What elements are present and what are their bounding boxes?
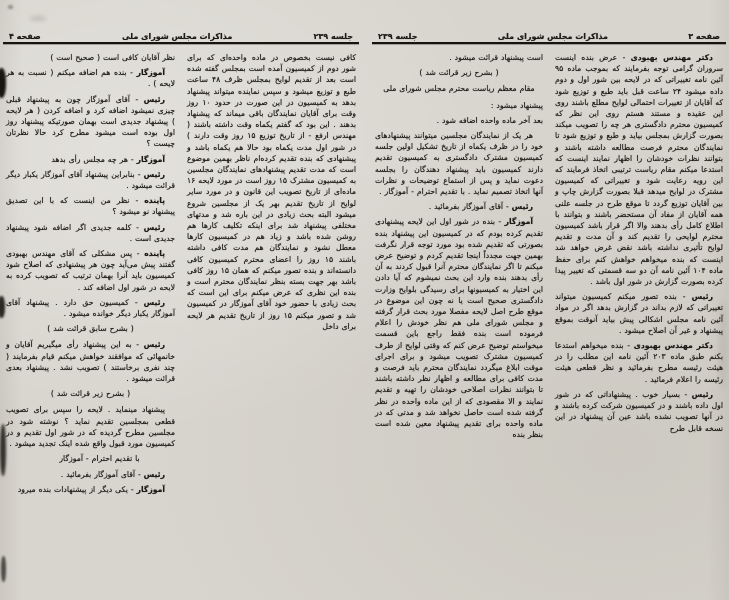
paragraph: رئیس - آقای آموزگار چون به پیشنهاد قبلی چیزی نمیشود اضافه کرد و اضافه کردن ( هر لایحه ) پیشنهاد جدیدی است بهمان صورتیکه پیشنهاد روز اول بوده است میشود مطرح کرد حالا نظرتان چیست ؟ bbox=[6, 94, 175, 149]
centered-stage-direction: مقام معظم ریاست محترم مجلس شورای ملی bbox=[383, 84, 535, 94]
paragraph: رئیس - آقای آموزگار بفرمائید . bbox=[60, 469, 165, 479]
speaker-name: آموزگار bbox=[136, 68, 165, 78]
session-number: جلسه ۲۳۹ bbox=[313, 32, 353, 41]
paragraph: پاینده - نظر من اینست که با این تصدیق پیشنهاد نو میشود ؟ bbox=[6, 196, 175, 217]
paragraph: رئیس - بسیار خوب . پیشنهاداتی که در شور اول داده باشند و در کمیسیون شرکت کرده باشند و در آنها تصویب نشده باشد عین آن پیشنهاد در این نسخه قابل طرح bbox=[555, 389, 723, 433]
centered-stage-direction: ( بشرح زیر قرائت شد ) bbox=[419, 68, 499, 78]
speaker-name: رئیس bbox=[143, 222, 165, 232]
paragraph: نظر آقایان کافی است ( صحیح است ) bbox=[50, 53, 175, 62]
speaker-name: آموزگار bbox=[136, 484, 165, 494]
paragraph: رئیس - کلمه جدیدی اگر اضافه شود پیشنهاد جدیدی است . bbox=[6, 222, 175, 243]
speaker-name: رئیس bbox=[511, 202, 533, 212]
text-column bbox=[6, 52, 175, 590]
paragraph: رئیس - بنابراین پیشنهاد آقای آموزگار یکبار دیگر قرائت میشود . bbox=[6, 169, 175, 191]
speaker-name: دکتر مهندس بهبودی bbox=[633, 341, 714, 351]
paragraph: دکتر مهندس بهبودی - عرض بنده اینست سروران گرامی توجه بفرمایند که بموجب ماده ۹۵ آئین نامه تغییراتی که در لایحه بین شور اول و دوم داده میشود ۲۴ ساعت قبل باید طبع و توزیع شود که آقایان از تغییرات احتمالی لوایح مطلع باشند روی این عقیده و مستند هستم روی این نظر که کمیسیون محترم دادگستری هر چه را تصویب میکند بصورت گزارش بمجلس بیاید و طبع و توزیع شود تا نمایندگان محترم فرصت مطالعه داشته باشند و بتوانند نظرات خودشان را اظهار نمایند اینست که استدعا میکنم مقام ریاست ترتیبی اتخاذ فرمایند که این رویه رعایت شود و تغییراتی که کمیسیون مشترک در لوایح میدهد قبلا بصورت گزارش چاپ و بین آقایان توزیع گردد تا موقع طرح در جلسه علنی همه آقایان از مفاد آن مستحضر باشند و بتوانند با اطلاع کامل رأی بدهند والا اگر قرار باشد کمیسیون محترم لوایحی را تقدیم کند و آن مدت و تقدیم لوایح تأثیری نداشته باشد نقض غرض خواهد شد اینست که بنده میخواهم خواهش کنم برای حفظ ماده ۱۰۴ آئین نامه آن دو سه قسمتی که تغییر پیدا کرده بصورت گزارش در شور اول باشد . bbox=[555, 53, 723, 287]
speaker-name: پاینده bbox=[144, 196, 165, 206]
centered-stage-direction: ( بشرح زیر قرائت شد ) bbox=[50, 389, 131, 399]
speaker-name: آموزگار bbox=[504, 217, 533, 227]
paragraph: رئیس - به این پیشنهاد رأی میگیریم آقایان و خانمهائی که موافقند خواهش میکنم قیام بفرمایند ( چند نفری برخاستند ) تصویب نشد . پیشنهاد بعدی قرائت میشود . bbox=[6, 340, 175, 384]
header-rule bbox=[3, 42, 359, 44]
scan-artifact bbox=[8, 5, 13, 9]
speaker-name: رئیس bbox=[143, 340, 165, 350]
page-number: صفحه ۳ bbox=[688, 32, 720, 41]
page-title: مذاکرات مجلس شورای ملی bbox=[122, 32, 233, 41]
speaker-name: دکتر مهندس بهبودی bbox=[630, 53, 713, 62]
text-column bbox=[187, 52, 356, 590]
text-columns bbox=[372, 52, 726, 590]
page-title: مذاکرات مجلس شورای ملی bbox=[497, 32, 608, 41]
paragraph: آموزگار - بنده هم اضافه میکنم ( نسبت به هر لایحه ) . bbox=[6, 68, 175, 89]
session-number: جلسه ۲۳۹ bbox=[378, 32, 418, 41]
paragraph: پیشنهاد مینماید . لایحه را سپس برای تصویب قطعی بمجلسین تقدیم نماید ؟ نوشته شود در مجلسین مطرح گردیده که در شور اول تقدیم و در کمیسیون مورد قبول واقع شده اینک تجدید میشود . bbox=[6, 405, 175, 449]
speaker-name: رئیس bbox=[143, 169, 165, 179]
signature-line: با تقدیم احترام - آموزگار bbox=[59, 454, 140, 464]
speaker-name: رئیس bbox=[143, 297, 165, 307]
paragraph: هر یک از نمایندگان مجلسین میتوانند پیشنهادهای خود را در ظرف یکماه از تاریخ تشکیل اولین جلسه کمیسیون مشترک دادگستری به کمیسیون تقدیم دارند کمیسیون باید پیشنهاد دهندگان را بجلسه دعوت نماید و پس از استماع توضیحات و نظرات آنها اتخاذ تصمیم نماید . با تقدیم احترام - آموزگار . bbox=[375, 131, 543, 197]
page-header bbox=[372, 26, 726, 41]
paragraph: پیشنهاد میشود : bbox=[490, 100, 543, 110]
centered-stage-direction: ( بشرح سابق قرائت شد ) bbox=[47, 324, 134, 334]
header-rule bbox=[372, 42, 726, 44]
paragraph: رئیس - بنده تصور میکنم کمیسیون میتواند تغییراتی که لازم بداند در گزارش بدهد اگر در مواد آئین نامه مجلس اشکالی پیش بیاید آنوقت بموقع پیشنهاد و غیر آن اصلاح میشود . bbox=[555, 292, 723, 335]
paragraph: پاینده - پس مشکلی که آقای مهندس بهبودی گفتند پیش می‌آید چون هر پیشنهادی که اصلاح شود کمیسیون باید آنرا بهمان ترتیب که تصویب کرده به لایحه در شور اول اضافه کند . bbox=[6, 249, 175, 292]
scan-artifact bbox=[30, 16, 46, 21]
speaker-name: رئیس bbox=[691, 292, 713, 302]
paragraph: دکتر مهندس بهبودی - بنده میخواهم استدعا بکنم طبق ماده ۲۰۳ آئین نامه این مطلب را در هیئت رئیسه مطرح بفرمائید و نظر قطعی هیئت رئیسه را اعلام فرمائید . bbox=[555, 341, 723, 384]
speaker-name: آموزگار bbox=[136, 154, 165, 164]
speaker-name: رئیس bbox=[143, 469, 165, 479]
page-left bbox=[3, 26, 359, 590]
page-header bbox=[3, 26, 359, 41]
page-number: صفحه ۴ bbox=[9, 32, 41, 41]
page-right bbox=[372, 26, 726, 590]
paragraph: بعد آخر ماده واحده اضافه شود . bbox=[436, 115, 543, 125]
paragraph: رئیس - کمیسیون حق دارد . پیشنهاد آقای آموزگار یکبار دیگر خوانده میشود . bbox=[6, 297, 175, 319]
text-columns bbox=[3, 52, 359, 590]
speaker-name: رئیس bbox=[691, 389, 713, 399]
paragraph: آموزگار - هر چه مجلس رأی بدهد bbox=[51, 154, 165, 164]
text-column bbox=[555, 52, 723, 590]
speaker-name: رئیس bbox=[143, 94, 165, 104]
paragraph: رئیس - آقای آموزگار بفرمائید . bbox=[428, 202, 533, 212]
paragraph: کافی نیست بخصوص در ماده واحده‌ای که برای شور دوم از کمیسیون آمده است بمجلس گفته شده است بعد از تقدیم لوایح بمجلس ظرف ۴۸ ساعت طبع و توزیع میشود و سپس نماینده میتواند پیشنهاد بدهد به کمیسیون در این صورت در حدود ۱۰ روز وقت برای آقایان نمایندگان باقی میماند که پیشنهاد بدهند . این بود که گفتم یکماه وقت داشته باشند ( مهندس ارفع - از تاریخ توزیع ۱۵ روز وقت دارند ) در شور اول مدت یکماه بود حالا هم یکماه باشد و پیشنهادی که بنده تقدیم کرده‌ام ناظر بهمین موضوع است که مدت تقدیم پیشنهادهای نمایندگان مجلسین به کمیسیون مشترک ۱۵ روز است در مورد لایحه ۱۶ ماده‌ای از تاریخ تصویب این قانون و در مورد سایر لوایح از تاریخ تقدیم بهر یک از مجلسین شروع میشود البته بحث زیادی در این باره شد و مدتهای مختلفی پیشنهاد شد برای اینکه تکلیف کارها هم روشن شده باشد و زیاد هم در کمیسیون کارها معطل نشود و نمایندگان هم مدت کافی داشته باشند ۱۵ روز را اعضای محترم کمیسیون کافی دانسته‌اند و بنده تصور میکنم که همان ۱۵ روز کافی باشد بهر جهت بسته بنظر نمایندگان محترم است و بنده این نظری که عرض میکنم برای این است که بحث زیادی با حضور خود آقای آموزگار در کمیسیون شد و تصور میکنم ۱۵ روز از تاریخ تقدیم هر لایحه برای داخل bbox=[187, 53, 357, 331]
paragraph: است پیشنهاد قرائت میشود . bbox=[449, 53, 543, 62]
paragraph: آموزگار - بنده در شور اول این لایحه پیشنهادی تقدیم کرده بودم که در کمیسیون این پیشنهاد بنده بصورتی که تقدیم شده بود مورد توجه قرار نگرفت بهمین جهت مجدداً اینجا تقدیم کردم و توضیح عرض میکنم تا اگر نمایندگان محترم آنرا قبول کردند به آن رأی بدهند بنده وارد این بحث نمیشوم که آیا دادن این اختیار به کمیسیونها برای رسیدگی بلوایح وزارت دادگستری صحیح است یا نه چون این موضوع در موقع طرح اصل لایحه مفصلا مورد بحث قرار گرفته و مجلس شورای ملی هم نظر خودش را اعلام فرموده است بنده فقط راجع باین قسمت میخواستم توضیح عرض کنم که وقتی لوایح از طرف کمیسیون مشترک تصویب میشود و برای اجرای موقت ابلاغ میگردد نمایندگان محترم باید فرصت و مدت کافی برای مطالعه و اظهار نظر داشته باشند تا بتوانند نظرات اصلاحی خودشان را تهیه و تقدیم نمایند و الا مقصودی که از این ماده واحده در نظر گرفته شده است حاصل نخواهد شد و مدتی که در ماده واحده برای تقدیم پیشنهاد معین شده است بنظر بنده bbox=[375, 217, 543, 440]
paragraph: آموزگار - یکی دیگر از پیشنهادات بنده میرود bbox=[17, 484, 165, 494]
text-column bbox=[375, 52, 543, 590]
speaker-name: پاینده bbox=[144, 249, 165, 259]
